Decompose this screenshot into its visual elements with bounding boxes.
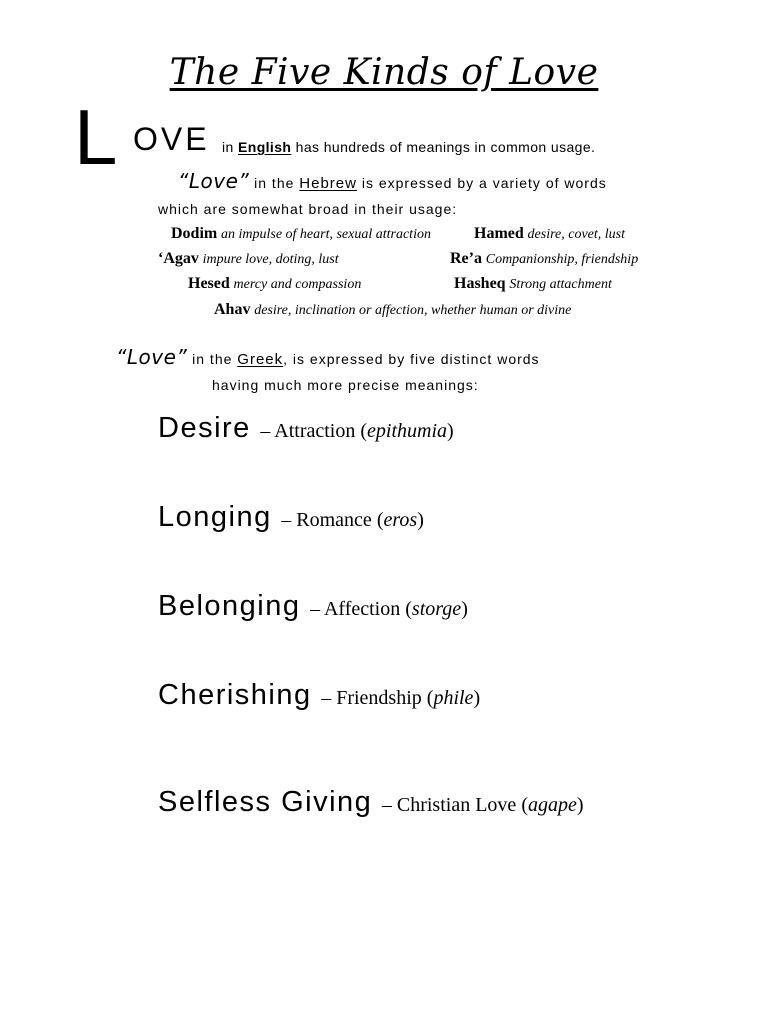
love-kind-longing: [158, 500, 424, 537]
greek-language: Greek: [237, 351, 284, 368]
hebrew-meaning: Strong attachment: [509, 277, 612, 292]
love-kind-belonging: [158, 589, 468, 626]
kind-definition: – Affection (storge): [310, 598, 468, 620]
hebrew-meaning: an impulse of heart, sexual attraction: [220, 227, 431, 242]
kind-definition: – Friendship (phile): [321, 687, 481, 709]
hebrew-term: Ahav: [214, 301, 251, 318]
love-kind-cherishing: [158, 678, 480, 715]
hebrew-meaning: desire, covet, lust: [527, 227, 625, 242]
drop-cap-rest: OVE: [133, 121, 210, 157]
intro-pre: in: [222, 139, 234, 155]
greek-love-word: “Love”: [116, 345, 188, 369]
hebrew-word: [454, 275, 612, 293]
hebrew-love-word: “Love”: [178, 169, 250, 193]
kind-word: Selfless Giving: [158, 786, 373, 818]
hebrew-term: Hasheq: [454, 275, 506, 292]
hebrew-language: Hebrew: [299, 175, 357, 192]
hebrew-word: [171, 225, 431, 243]
hebrew-meaning: mercy and compassion: [233, 277, 362, 292]
greek-pre: in the: [192, 351, 233, 367]
hebrew-term: Dodim: [171, 225, 218, 242]
kind-word: Belonging: [158, 590, 301, 622]
kind-definition: – Attraction (epithumia): [260, 420, 454, 442]
intro-line: [222, 138, 595, 156]
kind-word: Cherishing: [158, 679, 312, 711]
hebrew-word: [214, 301, 571, 319]
love-kind-desire: [158, 411, 454, 448]
greek-post: , is expressed by five distinct words: [283, 351, 540, 367]
kind-word: Longing: [158, 501, 272, 533]
hebrew-pre: in the: [254, 175, 295, 191]
hebrew-intro-line: [178, 169, 607, 193]
kind-definition: – Christian Love (agape): [381, 794, 584, 816]
hebrew-meaning: Companionship, friendship: [485, 252, 639, 267]
hebrew-line2: which are somewhat broad in their usage:: [158, 201, 458, 217]
greek-line2: having much more precise meanings:: [212, 377, 479, 393]
hebrew-meaning: desire, inclination or affection, whether human or divine: [254, 303, 572, 318]
hebrew-meaning: impure love, doting, lust: [202, 252, 339, 267]
love-kind-selfless-giving: [158, 785, 584, 822]
kind-definition: – Romance (eros): [281, 509, 424, 531]
page-title: The Five Kinds of Love: [169, 52, 599, 93]
hebrew-word: [188, 275, 361, 293]
hebrew-word: [450, 250, 638, 268]
kind-word: Desire: [158, 412, 251, 444]
greek-intro-line: [116, 345, 540, 369]
drop-cap-letter: L: [74, 93, 118, 181]
hebrew-term: ‘Agav: [158, 250, 199, 267]
intro-post: has hundreds of meanings in common usage.: [295, 139, 596, 155]
hebrew-term: Hamed: [474, 225, 524, 242]
hebrew-post: is expressed by a variety of words: [361, 175, 607, 191]
hebrew-term: Re’a: [450, 250, 482, 267]
hebrew-word: [474, 225, 625, 243]
intro-language: English: [238, 139, 292, 155]
hebrew-term: Hesed: [188, 275, 230, 292]
hebrew-word: [158, 250, 339, 268]
